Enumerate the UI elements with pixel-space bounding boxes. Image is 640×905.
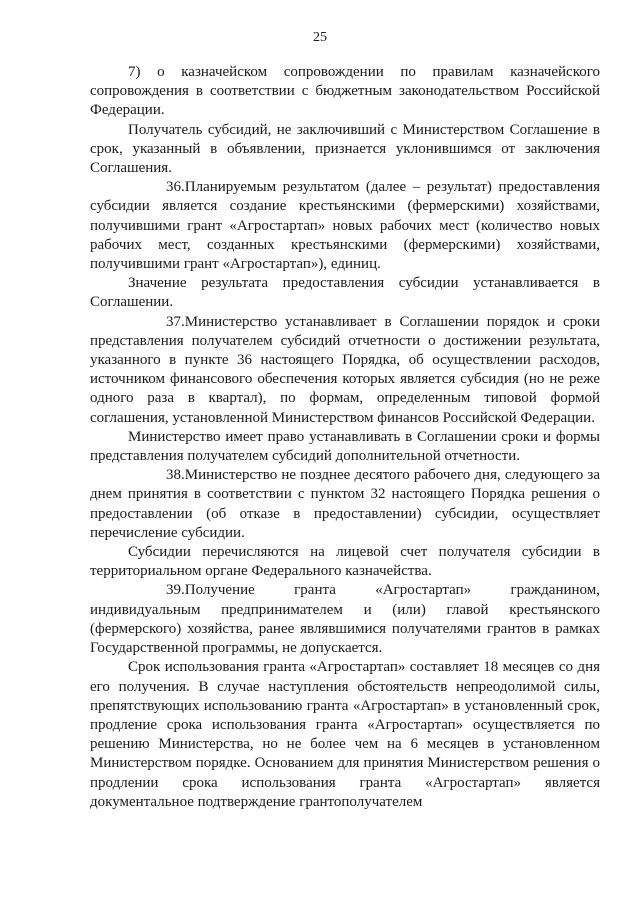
paragraph-clause-39 [90, 581, 600, 658]
page-number: 25 [313, 30, 327, 45]
paragraph-result-value [90, 274, 600, 312]
paragraph-agreement-evasion [90, 121, 600, 179]
clause-number: 37. [166, 313, 185, 330]
paragraph-text: Получение гранта «Агростартап» гражданином, индивидуальным предпринимателем и (или) главой крестьянского (фермерского) хозяйства, ранее являвшимися получателями грантов в рамках Государственной программы, не допускается. [90, 582, 600, 657]
paragraph-text: Министерство устанавливает в Соглашении порядок и сроки представления получателем субсидий отчетности о достижении результата, указанного в пункте 36 настоящего Порядка, об осуществлении расходов, источником финансового обеспечения которых является субсидия (но не реже одного раза в квартал), по формам, определенным типовой формой соглашения, установленной Министерством финансов Российской Федерации. [90, 313, 600, 426]
paragraph-text: Значение результата предоставления субсидии устанавливается в Соглашении. [90, 275, 600, 311]
clause-number: 39. [166, 582, 185, 599]
paragraph-grant-term [90, 658, 600, 812]
paragraph-subsidy-transfer [90, 543, 600, 581]
paragraph-text: 7) о казначейском сопровождении по правилам казначейского сопровождения в соответствии с бюджетным законодательством Российской Федерации. [90, 64, 600, 119]
paragraph-additional-reporting [90, 428, 600, 466]
paragraph-clause-38 [90, 466, 600, 543]
paragraph-item-7 [90, 63, 600, 121]
paragraph-text: Срок использования гранта «Агростартап» составляет 18 месяцев со дня его получения. В случае наступления обстоятельств непреодолимой силы, препятствующих использованию гранта «Агростартап» в установленный срок, продление срока использования гранта «Агростартап» осуществляется по решению Министерства, но не более чем на 6 месяцев в установленном Министерством порядке. Основанием для принятия Министерством решения о продлении срока использования гранта «Агростартап» является документальное подтверждение грантополучателем [90, 659, 600, 810]
paragraph-text: Министерство имеет право устанавливать в Соглашении сроки и формы представления получателем субсидий дополнительной отчетности. [90, 428, 600, 465]
paragraph-text: Планируемым результатом (далее – результат) предоставления субсидии является создание крестьянскими (фермерскими) хозяйствами, получившими грант «Агростартап» новых рабочих мест (количество новых рабочих мест, созданных крестьянскими (фермерскими) хозяйствами, получившими грант «Агростартап»), единиц. [90, 179, 600, 273]
document-body [90, 63, 600, 812]
clause-number: 36. [166, 179, 185, 196]
paragraph-text: Субсидии перечисляются на лицевой счет получателя субсидии в территориальном органе Федерального казначейства. [90, 544, 600, 580]
paragraph-clause-36 [90, 178, 600, 274]
clause-number: 38. [166, 467, 185, 484]
paragraph-clause-37 [90, 313, 600, 428]
paragraph-text: Министерство не позднее десятого рабочего дня, следующего за днем принятия в соответствии с пунктом 32 настоящего Порядка решения о предоставлении (об отказе в предоставлении) субсидии, осуществляет перечисление субсидии. [90, 467, 600, 541]
paragraph-text: Получатель субсидий, не заключивший с Министерством Соглашение в срок, указанный в объявлении, признается уклонившимся от заключения Соглашения. [90, 121, 600, 177]
